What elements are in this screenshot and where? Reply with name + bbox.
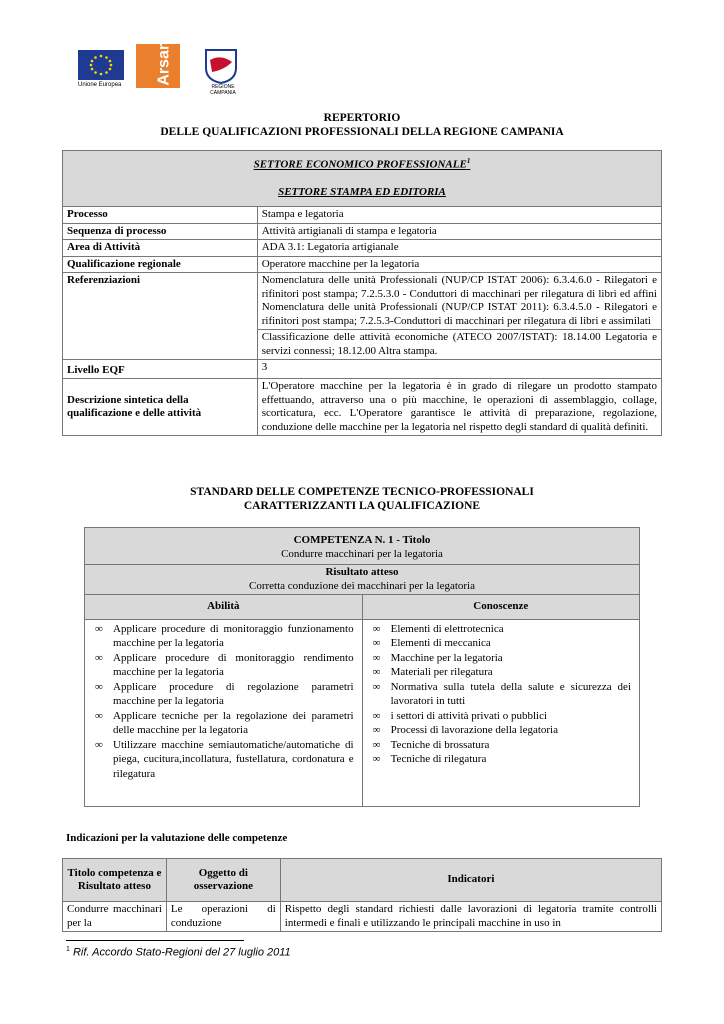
list-item: ∞ i settori di attività privati o pubblici <box>391 709 631 724</box>
footnote-number: 1 <box>66 946 70 953</box>
indicazioni-c1: Condurre macchinari per la <box>63 902 167 932</box>
descrizione-label: Descrizione sintetica della qualificazione e delle attività <box>63 379 258 436</box>
list-item: ∞ Processi di lavorazione della legatoria <box>391 723 631 738</box>
arsan-logo-text: Arsan <box>155 40 173 86</box>
repertorio-subtitle: DELLE QUALIFICAZIONI PROFESSIONALI DELLA REGIONE CAMPANIA <box>160 126 564 138</box>
list-item: ∞ Tecniche di rilegatura <box>391 752 631 767</box>
indicazioni-c2: Le operazioni di conduzione <box>166 902 280 932</box>
qualificazione-label: Qualificazione regionale <box>63 256 258 273</box>
indicazioni-h1: Titolo competenza e Risultato atteso <box>63 859 167 902</box>
table-row <box>63 223 662 240</box>
qualificazione-value: Operatore macchine per la legatoria <box>257 256 661 273</box>
list-item: ∞ Materiali per rilegatura <box>391 665 631 680</box>
indicazioni-c3: Rispetto degli standard richiesti dalle lavorazioni di legatoria tramite controlli intermedi e finali e utilizzando le principali macchine in uso in <box>280 902 661 932</box>
table-row <box>63 273 662 330</box>
arsan-logo <box>136 40 180 88</box>
list-item: ∞ Elementi di meccanica <box>391 636 631 651</box>
footnote-divider <box>66 940 244 941</box>
campania-caption: REGIONE CAMPANIA <box>210 84 236 96</box>
eqf-label: Livello EQF <box>63 360 258 379</box>
eqf-value: 3 <box>257 360 661 379</box>
referenziazioni-value-nup: Nomenclatura delle unità Professionali (NUP/CP ISTAT 2006): 6.3.4.6.0 - Rilegatori e rifinitori post stampa; 7.2.5.3.0 - Conduttori di macchinari per rilegatura di libri ed affini Nomenclatura delle unità Professionali (NUP/CP ISTAT 2011): 6.3.4.5.0 - Rilegatori e rifinitori post stampa; 7.2.5.3-Conduttori di macchinari per rilegatura di libri e assimilati <box>257 273 661 330</box>
indicazioni-h2: Oggetto di osservazione <box>166 859 280 902</box>
conoscenze-cell <box>362 619 639 806</box>
referenziazioni-value-ateco: Classificazione delle attività economiche (ATECO 2007/ISTAT): 18.14.00 Legatoria e servizi connessi; 18.12.00 Altra stampa. <box>257 330 661 360</box>
table-row <box>63 256 662 273</box>
eu-caption: Unione Europea <box>78 82 122 88</box>
table-row <box>63 207 662 224</box>
abilita-list <box>91 622 354 782</box>
list-item: ∞ Applicare procedure di monitoraggio rendimento macchine per la legatoria <box>113 651 354 680</box>
list-item: ∞ Tecniche di brossatura <box>391 738 631 753</box>
processo-label: Processo <box>63 207 258 224</box>
list-item: ∞ Applicare tecniche per la regolazione dei parametri delle macchine per la legatoria <box>113 709 354 738</box>
referenziazioni-label: Referenziazioni <box>63 273 258 360</box>
indicazioni-heading: Indicazioni per la valutazione delle competenze <box>66 832 288 844</box>
processo-value: Stampa e legatoria <box>257 207 661 224</box>
settore-stampa: SETTORE STAMPA ED EDITORIA <box>278 186 446 199</box>
abilita-cell <box>85 619 363 806</box>
standard-subtitle: CARATTERIZZANTI LA QUALIFICAZIONE <box>243 500 481 512</box>
eu-flag-logo <box>78 50 124 80</box>
footnote-mark: 1 <box>466 157 471 165</box>
conoscenze-header: Conoscenze <box>362 595 639 620</box>
settore-economico-text: SETTORE ECONOMICO PROFESSIONALE <box>253 158 467 171</box>
settore-economico <box>67 155 657 172</box>
footnote <box>66 946 291 959</box>
list-item: ∞ Utilizzare macchine semiautomatiche/automatiche di piega, cucitura,incollatura, fustellatura, cordonatura e rilegatura <box>113 738 354 782</box>
table-row <box>63 360 662 379</box>
qualification-table <box>62 150 662 436</box>
standard-title: STANDARD DELLE COMPETENZE TECNICO-PROFESSIONALI <box>190 486 534 498</box>
conoscenze-list <box>369 622 631 767</box>
competenza-table <box>84 527 640 807</box>
table-row <box>63 240 662 257</box>
area-label: Area di Attività <box>63 240 258 257</box>
list-item: ∞ Elementi di elettrotecnica <box>391 622 631 637</box>
eu-stars-icon <box>78 50 124 80</box>
abilita-header: Abilità <box>85 595 363 620</box>
repertorio-title: REPERTORIO <box>323 112 401 124</box>
competenza-title: COMPETENZA N. 1 - Titolo <box>293 534 431 546</box>
descrizione-value: L'Operatore macchine per la legatoria è in grado di rilegare un prodotto stampato effettuando, attraverso una o più macchine, le operazioni di assemblaggio, collage, scorticatura, ecc. L'Operatore garantisce le attività di preparazione, regolazione, conduzione delle macchine per la legatoria nel rispetto degli standard di qualità definiti. <box>257 379 661 436</box>
list-item: ∞ Applicare procedure di monitoraggio funzionamento macchine per la legatoria <box>113 622 354 651</box>
sequenza-label: Sequenza di processo <box>63 223 258 240</box>
list-item: ∞ Normativa sulla tutela della salute e sicurezza dei lavoratori in tutti <box>391 680 631 709</box>
list-item: ∞ Applicare procedure di regolazione parametri macchine per la legatoria <box>113 680 354 709</box>
competenza-title-cell <box>85 528 640 565</box>
sequenza-value: Attività artigianali di stampa e legatoria <box>257 223 661 240</box>
indicazioni-table <box>62 858 662 932</box>
table-row <box>63 902 662 932</box>
campania-shield-icon <box>202 48 240 84</box>
table-row <box>63 379 662 436</box>
competenza-name: Condurre macchinari per la legatoria <box>281 547 443 560</box>
footnote-text: Rif. Accordo Stato-Regioni del 27 luglio 2011 <box>72 946 291 959</box>
area-value: ADA 3.1: Legatoria artigianale <box>257 240 661 257</box>
risultato-value: Corretta conduzione dei macchinari per la legatoria <box>248 579 475 592</box>
indicazioni-h3: Indicatori <box>280 859 661 902</box>
settore-cell <box>63 151 662 207</box>
list-item: ∞ Macchine per la legatoria <box>391 651 631 666</box>
risultato-cell <box>85 565 640 595</box>
risultato-label: Risultato atteso <box>325 566 399 578</box>
